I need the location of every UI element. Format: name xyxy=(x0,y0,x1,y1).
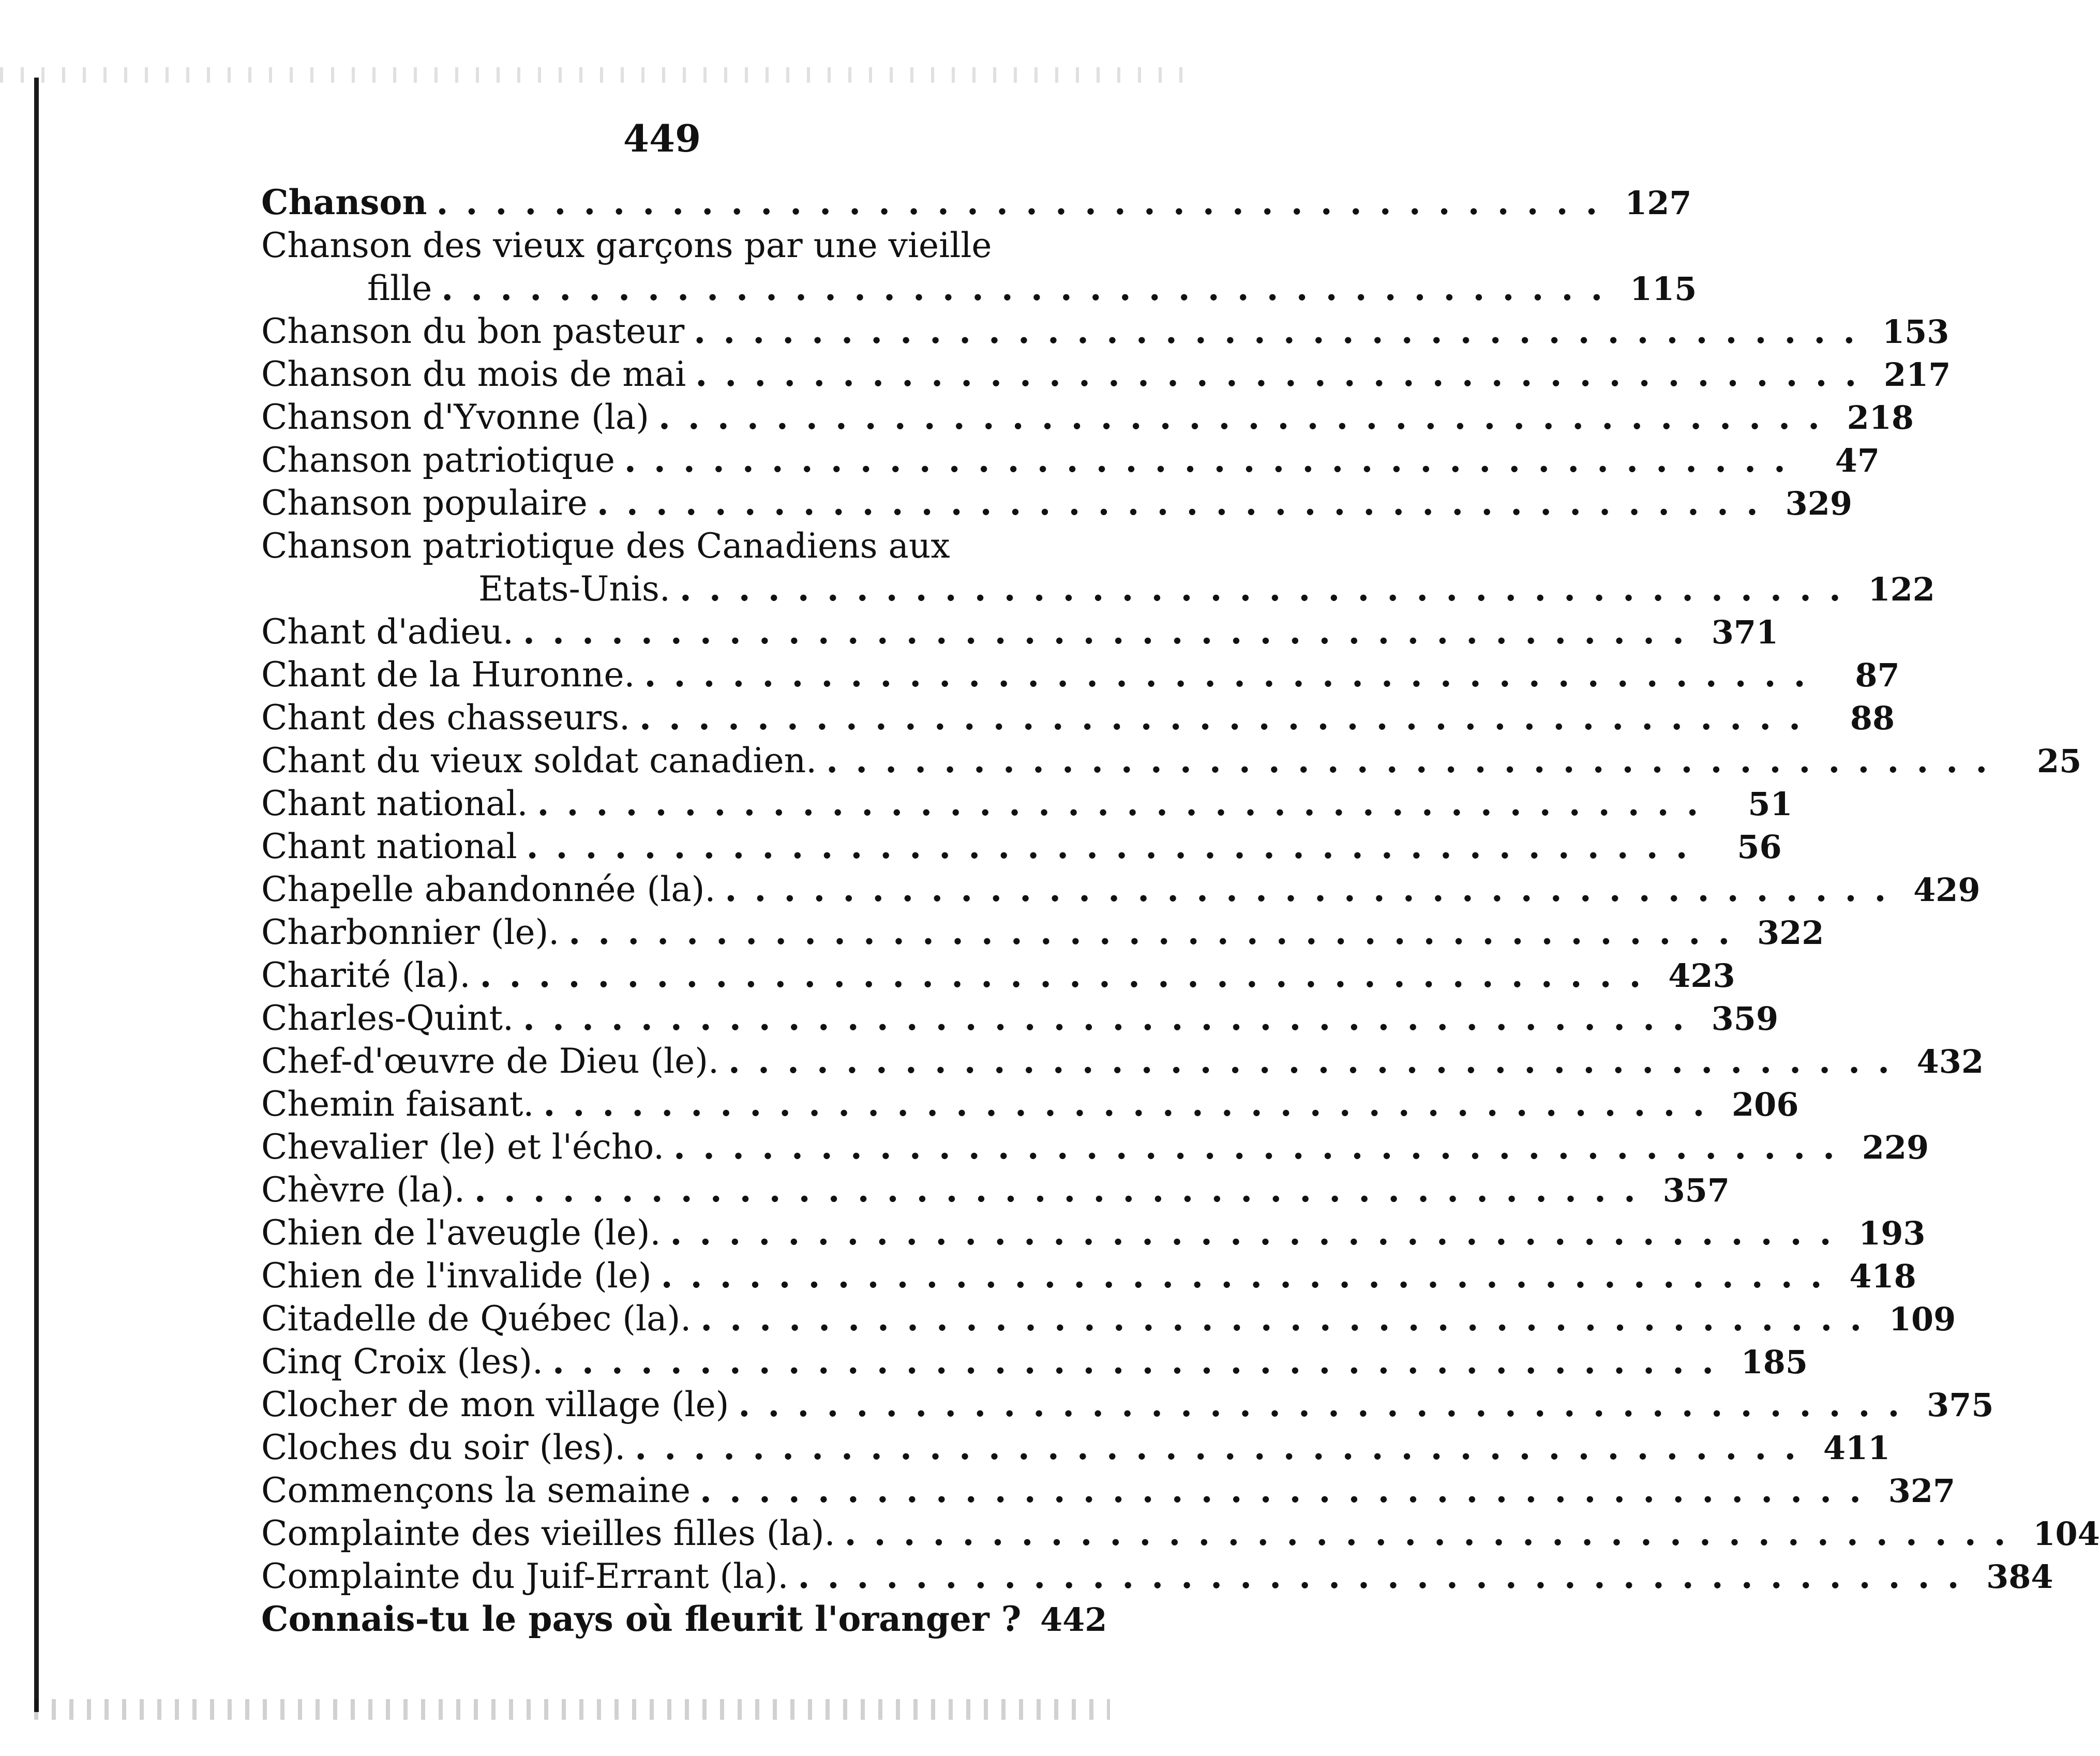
toc-entry xyxy=(261,1254,1916,1297)
toc-entry xyxy=(261,1469,1956,1512)
toc-entry xyxy=(261,696,1895,739)
toc-entry xyxy=(261,1426,1891,1469)
toc-entry-page: 442 xyxy=(1040,1601,1107,1639)
toc-entry-title: Chanson d'Yvonne (la) xyxy=(261,397,649,437)
dot-leader: ........................................ xyxy=(523,611,1702,652)
toc-entry xyxy=(261,267,1697,310)
toc-entry xyxy=(261,739,2082,782)
toc-entry-title: Chemin faisant. xyxy=(261,1084,534,1124)
toc-entry xyxy=(261,868,1981,911)
toc-entry-title: Cloches du soir (les). xyxy=(261,1428,626,1467)
toc-entry-title: Chien de l'aveugle (le). xyxy=(261,1213,661,1253)
toc-entry-title: Chant national xyxy=(261,827,517,866)
dot-leader: ........................................ xyxy=(658,397,1838,437)
dot-leader: ........................................ xyxy=(695,354,1874,394)
dot-leader: ........................................ xyxy=(474,1169,1653,1210)
dot-leader: ........................................ xyxy=(738,1384,1917,1424)
toc-entry xyxy=(261,1383,1994,1426)
toc-entry-page: 329 xyxy=(1785,485,1852,522)
toc-entry-page: 322 xyxy=(1757,914,1824,952)
dot-leader: ........................................ xyxy=(635,1427,1814,1467)
dot-leader: ........................................ xyxy=(728,1041,1908,1081)
toc-entry-page: 384 xyxy=(1986,1558,2053,1596)
dot-leader: ........................................ xyxy=(526,826,1705,866)
toc-entry xyxy=(261,1340,1808,1383)
toc-entry-page: 429 xyxy=(1913,871,1981,909)
toc-entry-title: Commençons la semaine xyxy=(261,1470,691,1510)
toc-entry-title: Citadelle de Québec (la). xyxy=(261,1299,692,1339)
dot-leader: ........................................ xyxy=(700,1470,1879,1510)
toc-entry-page: 153 xyxy=(1882,313,1949,351)
toc-entry xyxy=(261,524,1089,567)
toc-entry xyxy=(261,1555,2053,1598)
page-number: 449 xyxy=(623,116,701,160)
dot-leader: ........................................ xyxy=(436,182,1615,222)
toc-entry-title: Chef-d'œuvre de Dieu (le). xyxy=(261,1041,719,1081)
toc-entry xyxy=(261,396,1914,439)
toc-entry-title: Chanson xyxy=(261,182,427,222)
toc-entry xyxy=(261,482,1852,524)
toc-entry-page: 327 xyxy=(1888,1472,1956,1510)
toc-entry-title: Complainte des vieilles filles (la). xyxy=(261,1513,835,1553)
toc-entry-page: 206 xyxy=(1732,1086,1799,1123)
toc-entry-page: 25 xyxy=(2036,742,2082,780)
dot-leader: ........................................ xyxy=(543,1084,1722,1124)
toc-entry-page: 47 xyxy=(1835,442,1880,479)
toc-entry-page: 115 xyxy=(1629,270,1697,308)
toc-entry xyxy=(261,353,1951,396)
scan-bottom-edge xyxy=(34,1699,1110,1720)
dot-leader: ........................................ xyxy=(568,912,1748,952)
toc-entry-page: 423 xyxy=(1668,957,1735,995)
toc-entry-title: Chien de l'invalide (le) xyxy=(261,1256,652,1296)
toc-entry-page: 357 xyxy=(1662,1172,1730,1209)
toc-entry-title: Chant d'adieu. xyxy=(261,612,514,652)
toc-entry xyxy=(261,653,1900,696)
toc-entry-title: fille xyxy=(367,268,432,308)
toc-entry-page: 218 xyxy=(1847,399,1914,437)
dot-leader: ........................................ xyxy=(700,1298,1880,1339)
dot-leader: ........................................ xyxy=(624,440,1804,480)
dot-leader: ........................................ xyxy=(479,955,1659,995)
toc-entry-page: 432 xyxy=(1916,1043,1984,1080)
toc-entry-page: 88 xyxy=(1850,699,1895,737)
dot-leader: ........................................ xyxy=(639,697,1819,738)
toc-entry-title: Chanson patriotique des Canadiens aux xyxy=(261,526,950,566)
scan-top-edge xyxy=(0,67,1190,83)
toc-entry xyxy=(261,1125,1929,1168)
toc-entry-title: Chanson du bon pasteur xyxy=(261,311,685,351)
toc-entry xyxy=(261,954,1735,997)
toc-entry-title: Clocher de mon village (le) xyxy=(261,1385,729,1424)
toc-entry xyxy=(261,825,1782,868)
toc-entry-title: Chant de la Huronne. xyxy=(261,655,635,695)
toc-entry-page: 371 xyxy=(1711,613,1779,651)
toc-entry-page: 229 xyxy=(1862,1129,1929,1166)
dot-leader: ........................................ xyxy=(694,311,1873,351)
toc-entry xyxy=(261,1168,1730,1211)
dot-leader: ........................................ xyxy=(679,568,1858,609)
toc-entry-title: Chanson patriotique xyxy=(261,440,615,480)
toc-entry xyxy=(261,1040,1984,1083)
toc-entry-title: Chant des chasseurs. xyxy=(261,698,631,738)
toc-entry xyxy=(261,1512,2100,1555)
dot-leader: ........................................ xyxy=(644,654,1823,695)
toc-entry-title: Chanson des vieux garçons par une vieille xyxy=(261,226,992,265)
dot-leader: ........................................ xyxy=(673,1127,1853,1167)
toc-entry xyxy=(261,567,1935,610)
toc-entry-page: 418 xyxy=(1849,1257,1916,1295)
dot-leader: ........................................ xyxy=(798,1556,1977,1596)
toc-entry-page: 56 xyxy=(1737,828,1782,866)
toc-entry-page: 109 xyxy=(1888,1300,1956,1338)
toc-entry xyxy=(261,1297,1956,1340)
toc-entry-page: 51 xyxy=(1748,785,1793,823)
dot-leader: ........................................ xyxy=(670,1212,1849,1253)
toc-entry xyxy=(261,1083,1799,1125)
toc-entry xyxy=(261,782,1793,825)
toc-entry-title: Etats-Unis. xyxy=(478,569,670,609)
toc-entry-title: Chant du vieux soldat canadien. xyxy=(261,741,817,781)
toc-entry xyxy=(261,224,1089,267)
toc-entry xyxy=(261,911,1824,954)
dot-leader: ........................................ xyxy=(441,268,1621,308)
dot-leader: ........................................ xyxy=(552,1341,1732,1382)
toc-entry-title: Complainte du Juif-Errant (la). xyxy=(261,1556,789,1596)
toc-entry xyxy=(261,997,1779,1040)
toc-entry xyxy=(261,439,1880,482)
toc-entry-title: Chant national. xyxy=(261,784,528,823)
toc-entry xyxy=(261,1211,1926,1254)
toc-entry-page: 193 xyxy=(1858,1214,1926,1252)
toc-entry-title: Chèvre (la). xyxy=(261,1170,465,1210)
toc-entry xyxy=(261,1598,1107,1641)
dot-leader: ........................................ xyxy=(826,740,2005,781)
dot-leader: ........................................ xyxy=(522,998,1702,1038)
toc-entry-title: Chanson populaire xyxy=(261,483,588,523)
toc-entry-title: Chevalier (le) et l'écho. xyxy=(261,1127,665,1167)
toc-entry-page: 185 xyxy=(1741,1343,1808,1381)
toc-entry-page: 104 xyxy=(2033,1515,2100,1553)
toc-entry-title: Charité (la). xyxy=(261,955,471,995)
binding-edge xyxy=(34,78,39,1712)
toc-entry-title: Cinq Croix (les). xyxy=(261,1342,543,1382)
toc-entry xyxy=(261,310,1949,353)
dot-leader: ........................................ xyxy=(725,869,1904,909)
dot-leader: ........................................ xyxy=(537,783,1716,823)
toc-entry-title: Charbonnier (le). xyxy=(261,912,560,952)
toc-entry xyxy=(261,181,1692,224)
table-of-contents xyxy=(261,181,2100,1641)
toc-entry-page: 127 xyxy=(1625,184,1692,222)
toc-entry-page: 122 xyxy=(1868,571,1935,608)
dot-leader: ........................................ xyxy=(661,1255,1840,1296)
toc-entry-title: Chapelle abandonnée (la). xyxy=(261,869,716,909)
toc-entry-title: Charles-Quint. xyxy=(261,998,514,1038)
toc-entry xyxy=(261,610,1779,653)
toc-entry-page: 359 xyxy=(1711,1000,1779,1038)
toc-entry-page: 217 xyxy=(1883,356,1951,394)
dot-leader: ........................................ xyxy=(844,1513,2023,1553)
toc-entry-page: 87 xyxy=(1855,656,1900,694)
toc-entry-page: 375 xyxy=(1927,1386,1994,1424)
dot-leader: ........................................ xyxy=(596,483,1776,523)
toc-entry-page: 411 xyxy=(1823,1429,1891,1467)
toc-entry-title: Chanson du mois de mai xyxy=(261,354,686,394)
toc-entry-title: Connais-tu le pays où fleurit l'oranger ? xyxy=(261,1599,1022,1639)
